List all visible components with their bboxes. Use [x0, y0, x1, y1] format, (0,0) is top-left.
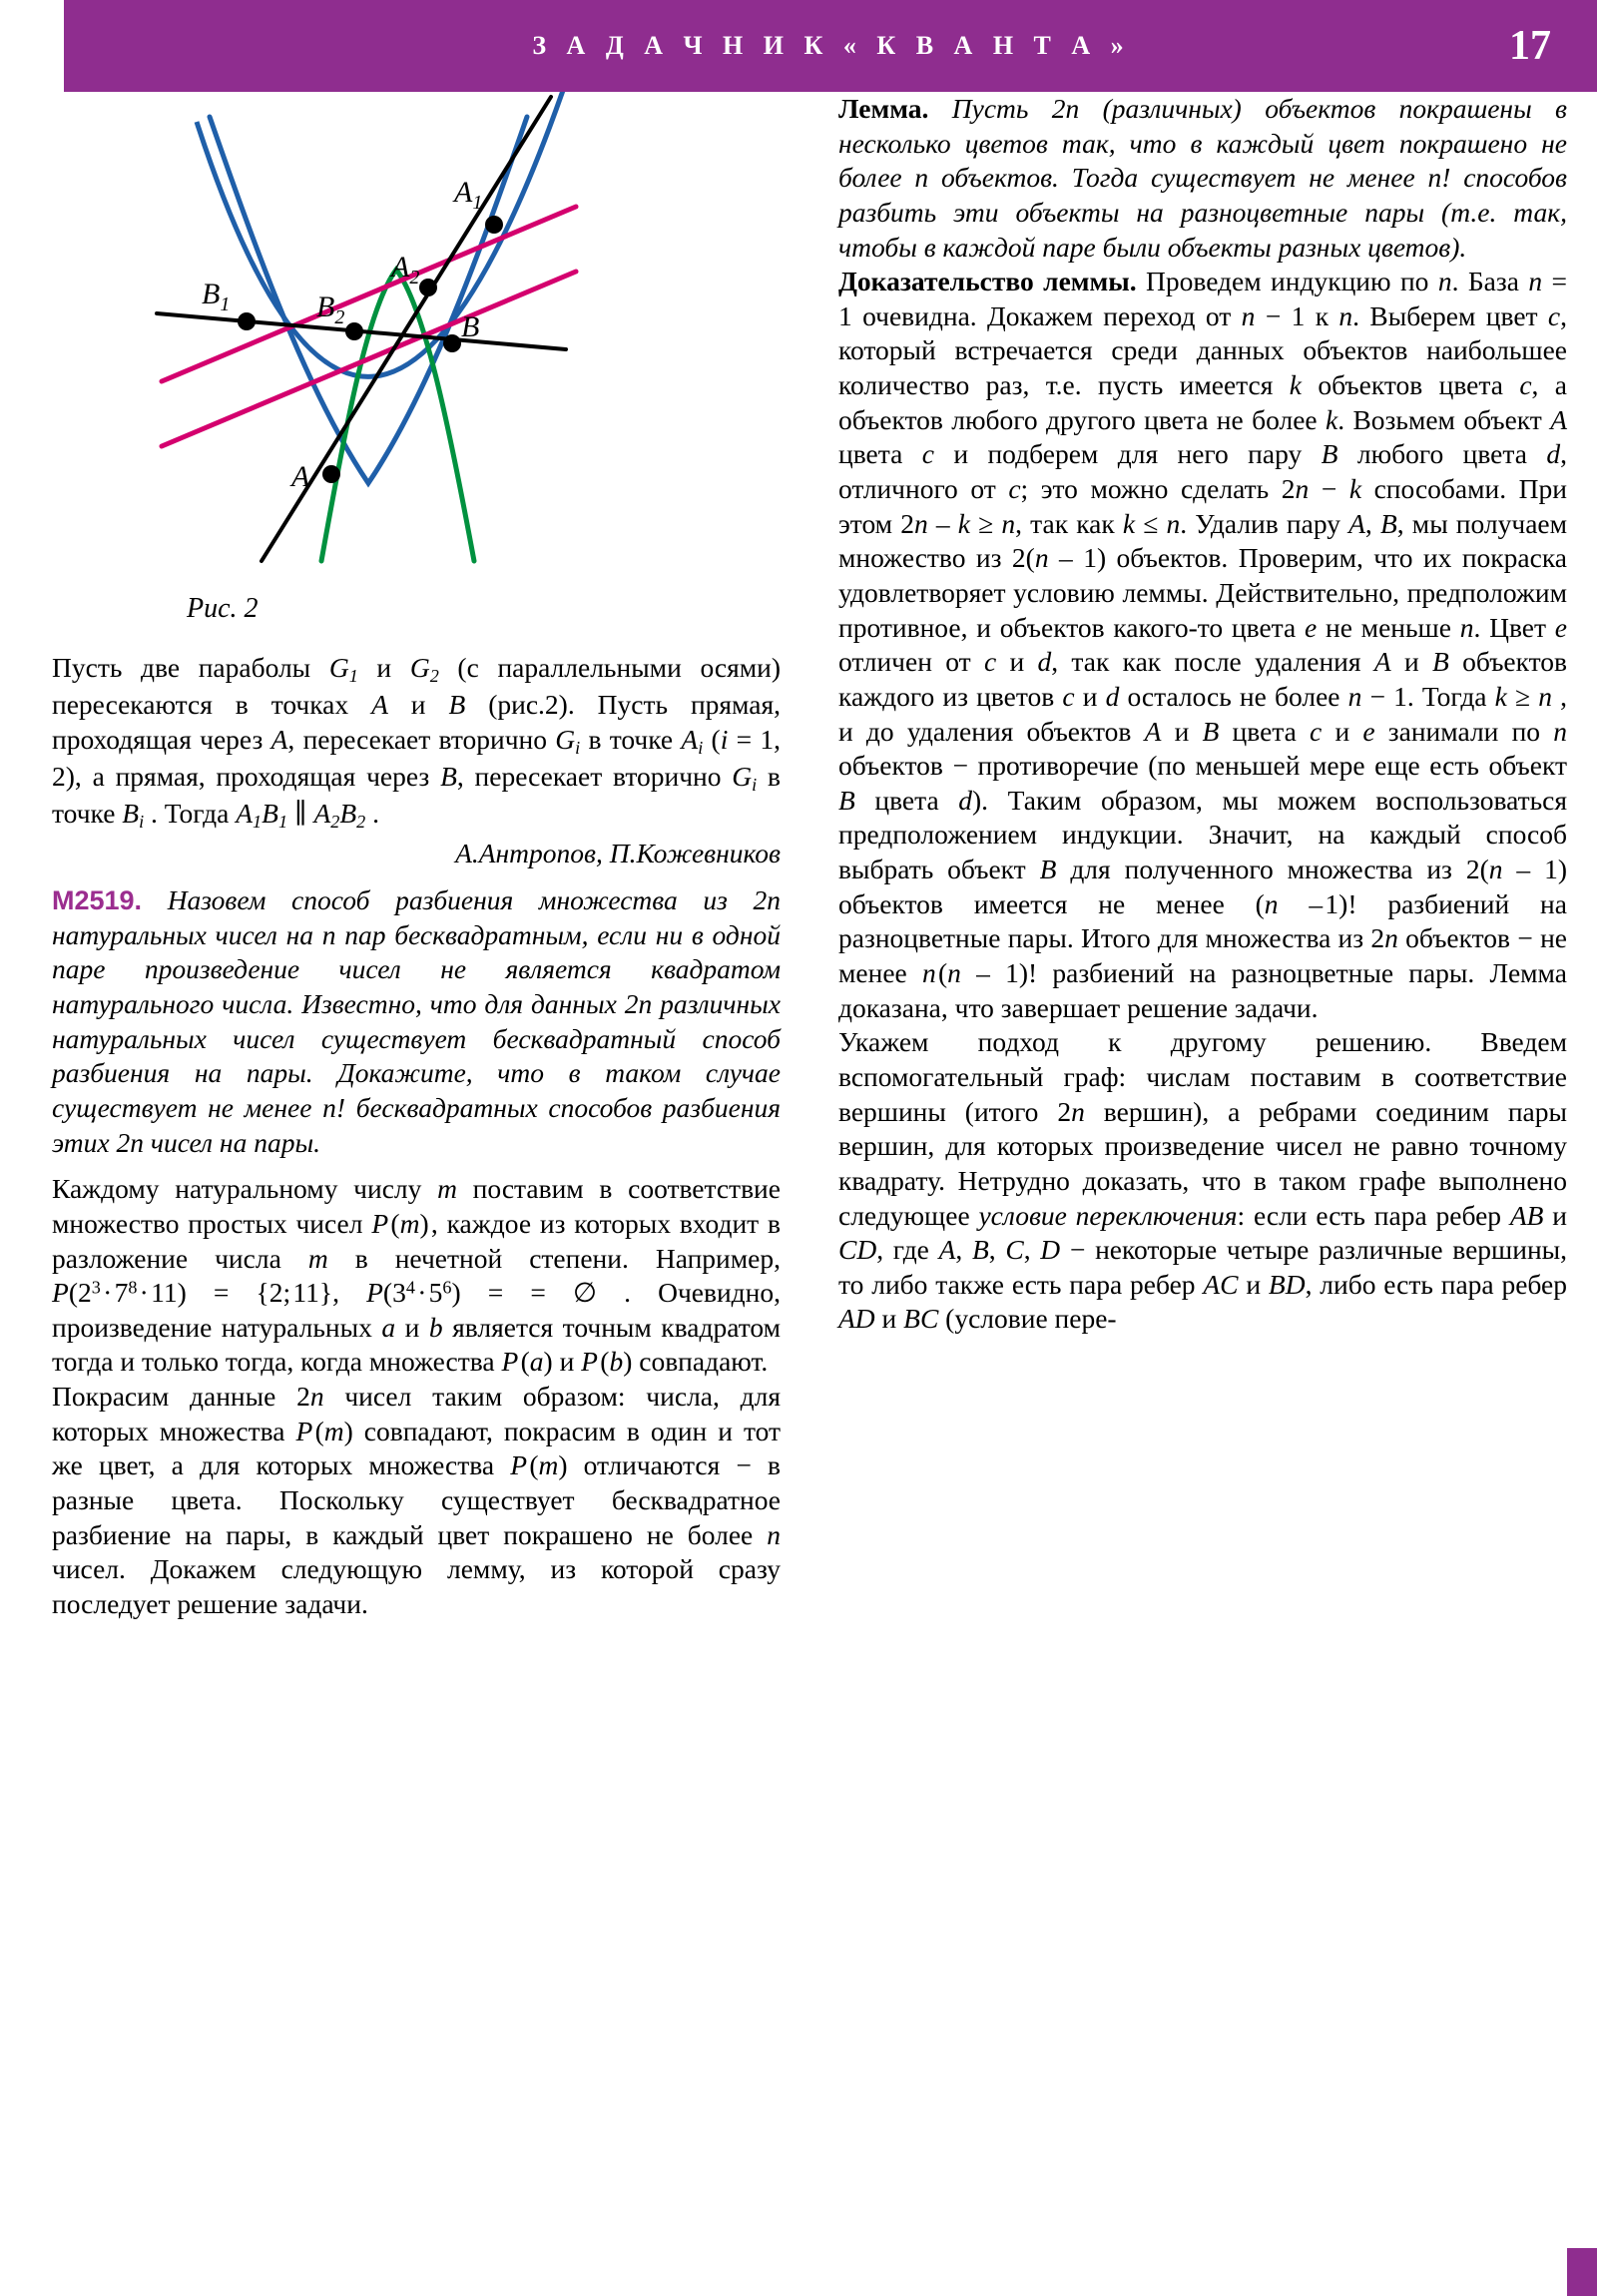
label-a: A: [291, 460, 310, 493]
edge-ac: AC: [1203, 1268, 1239, 1300]
label-b2: $B_2$: [316, 290, 345, 328]
symbol-ai: $A_i$: [681, 723, 704, 758]
right-column: [838, 92, 1567, 1337]
symbol-m2: m: [307, 1242, 328, 1274]
symbol-a-var: a: [381, 1311, 396, 1343]
symbol-gi2: $G_i$: [732, 760, 758, 795]
symbol-a1b1: $A_1B_1$: [236, 797, 288, 832]
symbol-c-3: c: [921, 438, 934, 470]
label-a2: $A_2$: [391, 251, 420, 288]
proof-label: Доказательство леммы.: [838, 266, 1137, 297]
page-title: З А Д А Ч Н И К « К В А Н Т А »: [532, 31, 1131, 60]
term-switching-condition: условие переключения: [978, 1199, 1238, 1231]
symbol-c-1: c: [1547, 299, 1561, 331]
point-b2-marker: [345, 322, 363, 340]
figure-caption: Рис. 2: [187, 593, 259, 624]
point-b1-marker: [238, 312, 256, 330]
symbol-i: i: [720, 723, 729, 755]
point-a1-marker: [485, 216, 503, 234]
symbol-n-p4: n: [1338, 299, 1353, 331]
symbol-A-2: A: [1348, 507, 1365, 539]
symbol-n-2: n: [767, 1518, 781, 1550]
page-content: [0, 92, 1597, 2296]
formula-p-example-2: $P(3^4$ · $5^6$) =: [366, 1277, 504, 1309]
symbol-point-b2: B: [440, 760, 457, 792]
left-column: [52, 92, 781, 1622]
figure-svg: [107, 92, 805, 591]
edge-bc: BC: [903, 1303, 939, 1335]
point-b-marker: [443, 334, 461, 352]
symbol-bi: $B_i$: [122, 797, 145, 832]
problem-id-m2519: М2519.: [52, 885, 143, 916]
symbol-d-1: d: [1546, 438, 1561, 470]
symbol-a2b2: $A_2B_2$: [313, 797, 366, 832]
symbol-c-4: c: [1008, 473, 1021, 505]
lemma-label: Лемма.: [838, 93, 929, 124]
symbol-n-p3: n: [1241, 299, 1256, 331]
symbol-g1: $G_1$: [328, 652, 358, 687]
symbol-pm-2: P (m): [295, 1415, 353, 1446]
problem-authors: А.Антропов, П.Кожевников: [455, 838, 781, 869]
edge-ab: AB: [1509, 1199, 1544, 1231]
symbol-pm-3: P (m): [510, 1449, 568, 1481]
edge-cd: CD: [838, 1234, 877, 1266]
edge-bd: BD: [1268, 1268, 1306, 1300]
symbol-c-2: c: [1519, 369, 1532, 401]
lemma-text: Пусть 2n (различных) объектов покрашены в несколько цветов так, что в каждый цвет покрашено не более n объектов. Тогда существует не менее n! способов разбить эти объекты на разноцветные пары (т.е. так, чтобы в каждой паре были объекты разных цветов).: [838, 93, 1567, 263]
page-header-banner: [64, 0, 1597, 92]
point-a-marker: [322, 465, 340, 483]
symbol-B-1: B: [1321, 438, 1338, 470]
symbol-k-1: k: [1289, 369, 1302, 401]
lemma-paragraph: [838, 92, 1567, 265]
label-b1: $B_1$: [202, 278, 231, 315]
problem-m2519: [52, 883, 781, 1160]
symbol-pm: P: [371, 1207, 389, 1239]
problem-intro-paragraph: Пусть две параболы $G_1$ и $G_2$ (с параллельными осями) пересекаются в точках A и B (рис.2). Пусть прямая, проходящая через A, пересекает вторично $G_i$ в точке $A_i$ (i = 1, 2), а прямая, проходящая через B, пересекает вторично $G_i$ в точке $B_i$ . Тогда $A_1B_1$ ∥ $A_2B_2$ .: [52, 652, 782, 832]
label-a1: $A_1$: [454, 176, 483, 214]
proof-paragraph: Доказательство леммы. Проведем индукцию по n. База n = 1 очевидна. Докажем переход от n − 1 к n. Выберем цвет c, который встречается среди данных объектов наибольшее количество раз, т.е. пусть имеется k объектов цвета c, а объектов любого другого цвета не более k. Возьмем объект A цвета c и подберем для него пару B любого цвета d, отличного от c; это можно сделать 2n − k способами. При этом 2n – k ≥ n, так как k ≤ n. Удалив пару A, B, мы получаем множество из 2(n – 1) объектов. Проверим, что их покраска удовлетворяет условию леммы. Действительно, предположим противное, и объектов какого-то цвета e не меньше n. Цвет e отличен от c и d, так как после удаления A и B объектов каждого из цветов c и d осталось не более n − 1. Тогда k ≥ n , и до удаления объектов A и B цвета c и e занимали по n объектов − противоречие (по меньшей мере еще есть объект B цвета d). Таким образом, мы можем воспользоваться предположением индукции. Значит, на каждый способ выбрать объект B для полученного множества из 2(n – 1) объектов имеется не менее (n – 1)! разбиений на разноцветные пары. Итого для множества из 2n объектов − не менее n (n – 1)! разбиений на разноцветные пары. Лемма доказана, что завершает решение задачи.: [838, 266, 1568, 1023]
symbol-n-p1: n: [1437, 266, 1452, 297]
expr-n-n-1-fact: n (n – 1)!: [921, 957, 1038, 989]
symbol-m: m: [437, 1173, 457, 1205]
solution-paragraph-1: Каждому натуральному числу m поставим в соответствие множество простых чисел P (m) , каждое из которых входит в разложение числа m в нечетной степени. Например, $P(2^3$ · $7^8$ · 11) = {2; 11}, $P(3^4$ · $5^6$) = = ∅ . Очевидно, произведение натуральных a и b является точным квадратом тогда и только тогда, когда множества P (a) и P (b) совпадают.: [52, 1173, 782, 1378]
symbol-g2: $G_2$: [409, 652, 439, 687]
symbol-emptyset: ∅: [573, 1277, 597, 1309]
symbol-B-2: B: [1379, 507, 1397, 539]
expr-2n-1-b: (n – 1): [1479, 854, 1567, 885]
expr-2n-1: (n – 1): [1025, 542, 1107, 574]
page-number: 17: [1509, 23, 1551, 69]
symbol-point-b: B: [448, 688, 466, 720]
symbol-pa: P (a): [501, 1346, 553, 1378]
symbol-e-1: e: [1304, 611, 1318, 643]
solution-paragraph-2: Покрасим данные 2n чисел таким образом: числа, для которых множества P (m) совпадают, покрасим в один и тот же цвет, а для которых множества P (m) отличаются − в разные цвета. Поскольку существует бесквадратное разбиение на пары, в каждый цвет покрашено не более n чисел. Докажем следующую лемму, из которой сразу последует решение задачи.: [52, 1381, 782, 1619]
edge-ad: AD: [838, 1303, 875, 1335]
parabola-g1-blue-curve: [210, 117, 527, 483]
symbol-e-2: e: [1554, 611, 1567, 643]
label-b: B: [461, 310, 480, 343]
symbol-point-a: A: [371, 688, 388, 720]
symbol-n-p2: n: [1528, 266, 1543, 297]
alternative-solution-paragraph: Укажем подход к другому решению. Введем вспомогательный граф: числам поставим в соответствие вершины (итого 2n вершин), а ребрами соединим пары вершин, для которых произведение чисел не равно точному квадрату. Нетрудно доказать, что в таком графе выполнено следующее условие переключения: если есть пара ребер AB и CD, где A, B, C, D − некоторые четыре различные вершины, то либо также есть пара ребер AC и BD, либо есть пара ребер AD и BC (условие пере-: [838, 1026, 1568, 1335]
symbol-gi: $G_i$: [555, 723, 581, 758]
corner-mark: [1567, 2248, 1597, 2296]
vertices-abcd: A: [938, 1234, 956, 1266]
problem-statement-text: Назовем способ разбиения множества из 2n натуральных чисел на n пар бесквадратным, если ни в одной паре произведение чисел не является квадратом натурального числа. Известно, что для данных 2n различных натуральных чисел существует бесквадратный способ разбиения на пары. Докажите, что в таком случае существует не менее n! бесквадратных способов разбиения этих 2n чисел на пары.: [52, 884, 782, 1158]
symbol-k-2: k: [1325, 403, 1338, 435]
point-a2-marker: [419, 279, 437, 296]
formula-p-example-1: $P(2^3$ · $7^8$ · 11) = {2; 11}: [52, 1277, 333, 1309]
symbol-n-g: n: [1071, 1095, 1085, 1127]
figure-parabolas: [107, 92, 805, 651]
symbol-A-1: A: [1550, 403, 1567, 435]
expr-n-1-fact: (n – 1)!: [1255, 887, 1357, 919]
symbol-n-1: n: [309, 1381, 324, 1413]
symbol-point-a2: A: [270, 723, 288, 755]
symbol-b-var: b: [428, 1311, 443, 1343]
symbol-pb: P (b): [581, 1346, 633, 1378]
